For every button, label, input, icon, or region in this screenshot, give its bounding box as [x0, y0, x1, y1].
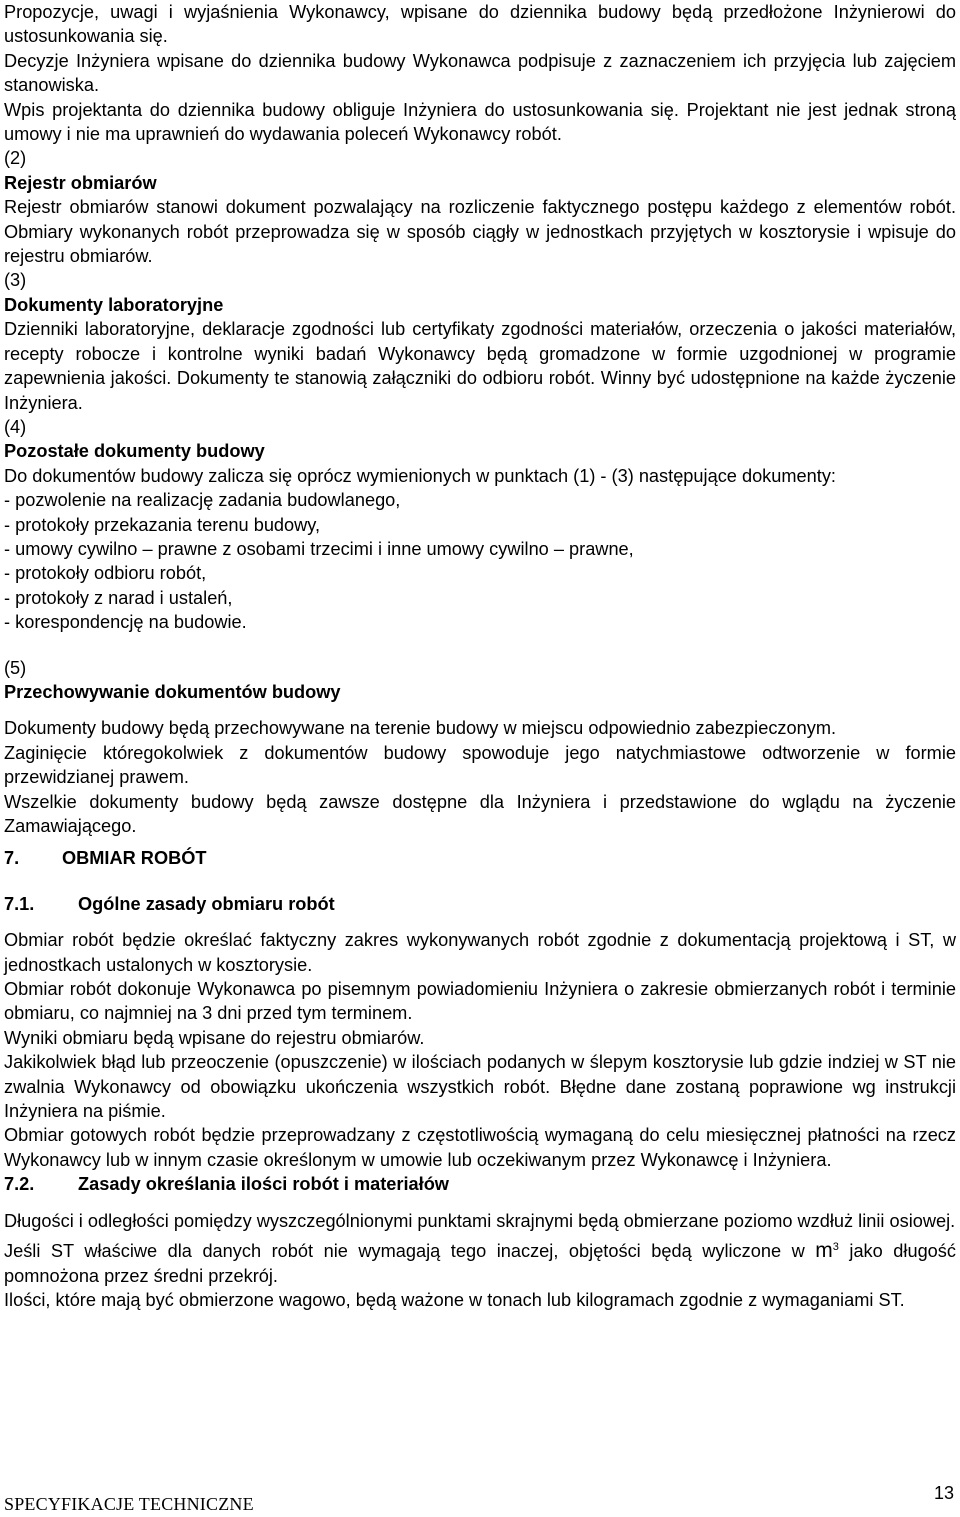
section-3-title: Dokumenty laboratoryjne — [4, 294, 224, 315]
chapter-7-number: 7. — [4, 848, 20, 869]
page-number: 13 — [933, 1483, 954, 1503]
section-7-2-heading — [4, 1172, 956, 1196]
footer-title: SPECYFIKACJE TECHNICZNE — [4, 1494, 254, 1514]
section-7-1-number: 7.1. — [4, 893, 35, 914]
section-7-1-heading — [4, 892, 956, 916]
section-3-number: (3) — [4, 270, 27, 291]
list-item: - protokoły z narad i ustaleń, — [4, 587, 233, 608]
unit-exponent: 3 — [832, 1241, 839, 1254]
section-7-1-title: Ogólne zasady obmiaru robót — [78, 893, 335, 914]
intro-paragraph-2: Decyzje Inżyniera wpisane do dziennika budowy Wykonawca podpisuje z zaznaczeniem ich przyjęcia lub zajęciem stanowiska. — [4, 50, 956, 96]
chapter-7-title: OBMIAR ROBÓT — [62, 848, 207, 869]
section-2-title: Rejestr obmiarów — [4, 172, 157, 193]
section-4-number: (4) — [4, 416, 27, 437]
section-4-paragraph: Do dokumentów budowy zalicza się oprócz wymienionych w punktach (1) - (3) następujące dokumenty: — [4, 465, 836, 486]
spacer — [4, 635, 956, 656]
spacer — [4, 916, 956, 928]
section-3-paragraph: Dzienniki laboratoryjne, deklaracje zgodności lub certyfikaty zgodności materiałów, orzeczenia o jakości materiałów, recepty robocze i kontrolne wyniki badań Wykonawcy będą gromadzone w formie uzgodnionej w programie zapewnienia jakości. Dokumenty te stanowią załączniki do odbioru robót. Winny być udostępnione na każde życzenie Inżyniera. — [4, 319, 956, 413]
unit-symbol: m — [815, 1239, 833, 1263]
section-4-list — [4, 488, 956, 634]
paragraph-text: jako długość pomnożona przez średni przekrój. — [4, 1241, 956, 1286]
list-item: - pozwolenie na realizację zadania budowlanego, — [4, 490, 401, 511]
section-7-2-paragraph-2 — [4, 1239, 956, 1288]
spacer — [4, 704, 956, 716]
spacer — [4, 871, 956, 892]
intro-paragraph-3: Wpis projektanta do dziennika budowy obliguje Inżyniera do ustosunkowania się. Projektant nie jest jednak stroną umowy i nie ma uprawnień do wydawania poleceń Wykonawcy robót. — [4, 99, 956, 145]
section-5-paragraph-3: Wszelkie dokumenty budowy będą zawsze dostępne dla Inżyniera i przedstawione do wglądu na życzenie Zamawiającego. — [4, 791, 956, 836]
paragraph-text: Jeśli ST właściwe dla danych robót nie wymagają tego inaczej, objętości będą wyliczone w — [4, 1241, 816, 1262]
list-item: - korespondencję na budowie. — [4, 612, 247, 633]
section-7-2-title: Zasady określania ilości robót i materiałów — [78, 1174, 449, 1195]
section-7-1-paragraph-2: Obmiar robót dokonuje Wykonawca po pisemnym powiadomieniu Inżyniera o zakresie obmierzanych robót i terminie obmiaru, co najmniej na 3 dni przed tym terminem. — [4, 979, 956, 1024]
section-7-2-paragraph-3: Ilości, które mają być obmierzone wagowo, będą ważone w tonach lub kilogramach zgodnie z wymaganiami ST. — [4, 1289, 905, 1310]
section-2-paragraph: Rejestr obmiarów stanowi dokument pozwalający na rozliczenie faktycznego postępu każdego z elementów robót. Obmiary wykonanych robót przeprowadza się w sposób ciągły w jednostkach przyjętych w kosztorysie i wpisuje do rejestru obmiarów. — [4, 197, 956, 267]
list-item: - protokoły odbioru robót, — [4, 563, 207, 584]
section-7-1-paragraph-4: Jakikolwiek błąd lub przeoczenie (opuszczenie) w ilościach podanych w ślepym kosztorysie lub gdzie indziej w ST nie zwalnia Wykonawcy od obowiązku ukończenia wszystkich robót. Błędne dane zostaną poprawione wg instrukcji Inżyniera na piśmie. — [4, 1052, 956, 1122]
intro-paragraph-1: Propozycje, uwagi i wyjaśnienia Wykonawcy, wpisane do dziennika budowy będą przedłożone Inżynierowi do ustosunkowania się. — [4, 2, 956, 47]
section-5-number: (5) — [4, 657, 27, 678]
chapter-7-heading — [4, 846, 956, 870]
section-7-1-paragraph-1: Obmiar robót będzie określać faktyczny zakres wykonywanych robót zgodnie z dokumentacją projektową i ST, w jednostkach ustalonych w kosztorysie. — [4, 930, 956, 975]
section-7-1-paragraph-3: Wyniki obmiaru będą wpisane do rejestru obmiarów. — [4, 1027, 425, 1048]
section-5-title: Przechowywanie dokumentów budowy — [4, 681, 341, 702]
section-7-2-paragraph-1: Długości i odległości pomiędzy wyszczególnionymi punktami skrajnymi będą obmierzane poziomo wzdłuż linii osiowej. — [4, 1210, 956, 1231]
section-5-paragraph-2: Zaginięcie któregokolwiek z dokumentów budowy spowoduje jego natychmiastowe odtworzenie w formie przewidzianej prawem. — [4, 742, 956, 788]
spacer — [4, 1197, 956, 1209]
spacer — [4, 838, 956, 846]
section-5-paragraph-1: Dokumenty budowy będą przechowywane na terenie budowy w miejscu odpowiednio zabezpieczonym. — [4, 718, 837, 739]
list-item: - protokoły przekazania terenu budowy, — [4, 514, 321, 535]
section-7-1-paragraph-5: Obmiar gotowych robót będzie przeprowadzany z częstotliwością wymaganą do celu miesięcznej płatności na rzecz Wykonawcy lub w innym czasie określonym w umowie lub oczekiwanym przez Wykonawcę i Inżyniera. — [4, 1125, 956, 1170]
list-item: - umowy cywilno – prawne z osobami trzecimi i inne umowy cywilno – prawne, — [4, 538, 634, 559]
document-page — [4, 0, 956, 1312]
section-2-number: (2) — [4, 148, 27, 169]
section-7-2-number: 7.2. — [4, 1174, 35, 1195]
section-4-title: Pozostałe dokumenty budowy — [4, 441, 265, 462]
